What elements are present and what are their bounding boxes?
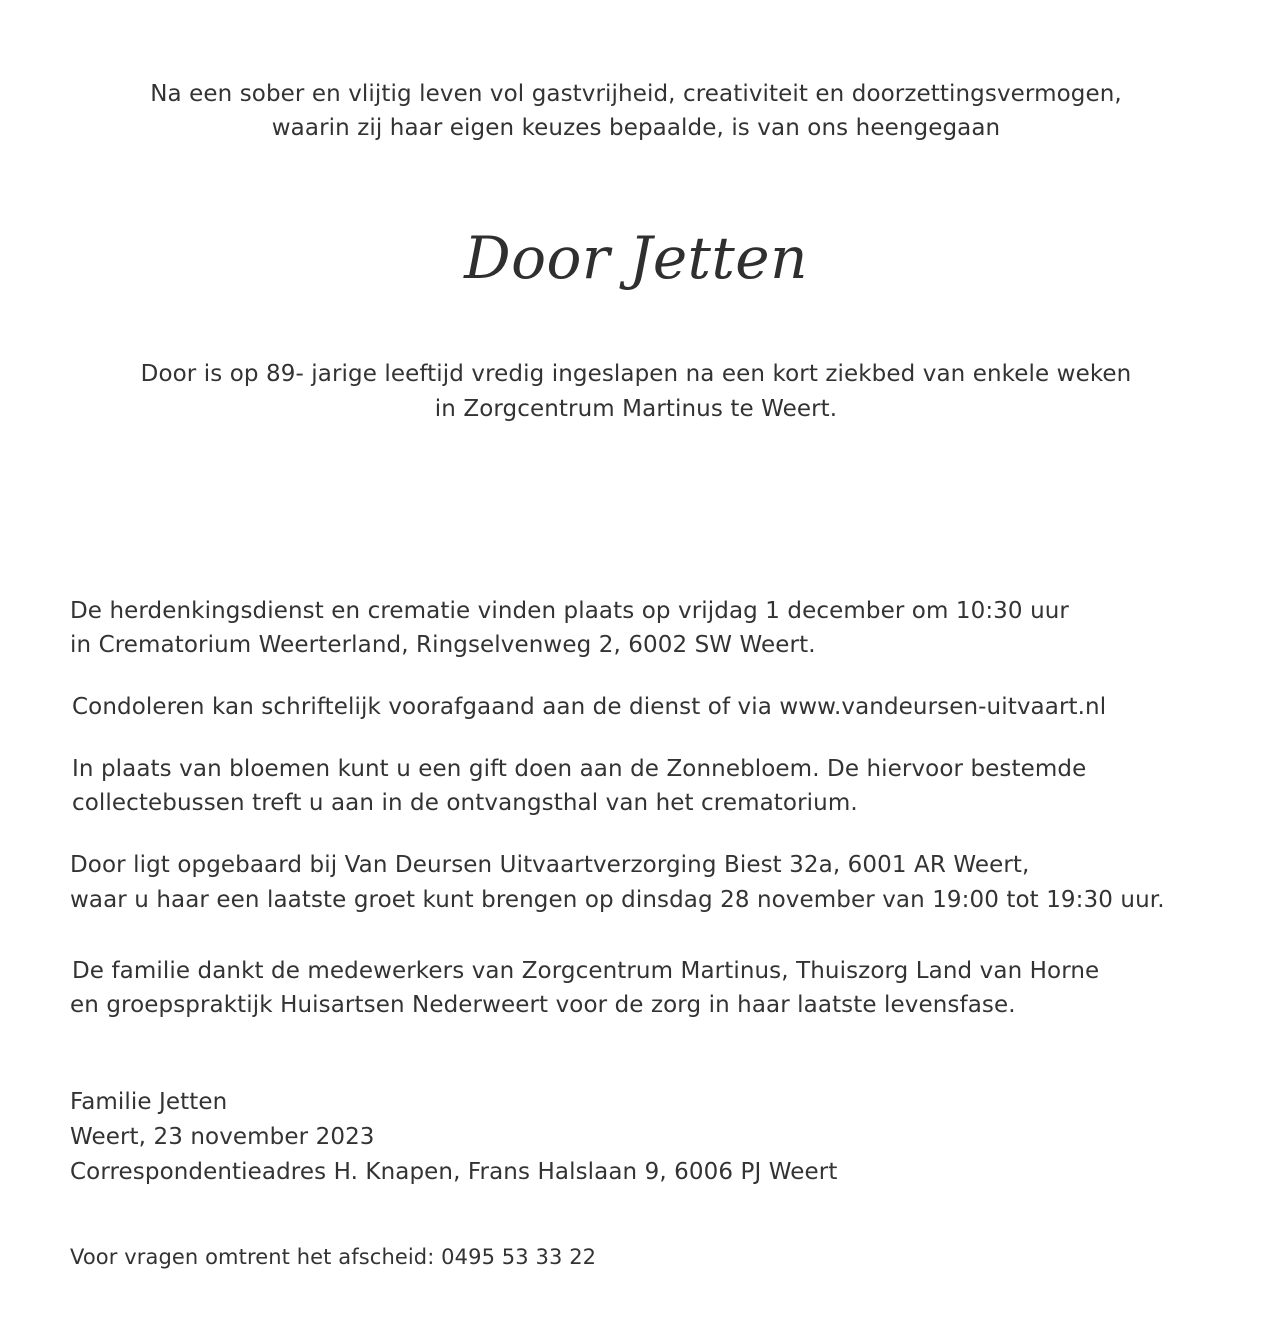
thanks-line-2: en groepspraktijk Huisartsen Nederweert voor de zorg in haar laatste levensfase.	[70, 992, 1016, 1018]
viewing-line-1: Door ligt opgebaard bij Van Deursen Uitvaartverzorging Biest 32a, 6001 AR Weert,	[70, 852, 1030, 878]
contact-phone: Voor vragen omtrent het afscheid: 0495 53 33 22	[70, 1245, 597, 1269]
correspondence-address: Correspondentieadres H. Knapen, Frans Halslaan 9, 6006 PJ Weert	[70, 1159, 838, 1185]
intro-line-1: Na een sober en vlijtig leven vol gastvrijheid, creativiteit en doorzettingsvermogen,	[150, 81, 1122, 107]
passing-line-1: Door is op 89- jarige leeftijd vredig ingeslapen na een kort ziekbed van enkele weken	[140, 361, 1132, 387]
intro-line-2: waarin zij haar eigen keuzes bepaalde, is van ons heengegaan	[271, 115, 1001, 141]
service-line-2: in Crematorium Weerterland, Ringselvenweg 2, 6002 SW Weert.	[70, 632, 816, 658]
deceased-name: Door Jetten	[464, 224, 808, 292]
thanks-line-1: De familie dankt de medewerkers van Zorgcentrum Martinus, Thuiszorg Land van Horne	[72, 958, 1100, 984]
donation-line-1: In plaats van bloemen kunt u een gift doen aan de Zonnebloem. De hiervoor bestemde	[72, 756, 1087, 782]
signature-place-date: Weert, 23 november 2023	[70, 1124, 375, 1150]
viewing-line-2: waar u haar een laatste groet kunt brengen op dinsdag 28 november van 19:00 tot 19:30 uur.	[70, 887, 1165, 913]
service-line-1: De herdenkingsdienst en crematie vinden plaats op vrijdag 1 december om 10:30 uur	[70, 598, 1069, 624]
donation-line-2: collectebussen treft u aan in de ontvangsthal van het crematorium.	[72, 790, 858, 816]
condolence-text: Condoleren kan schriftelijk voorafgaand aan de dienst of via www.vandeursen-uitvaart.nl	[72, 694, 1107, 720]
signature-family: Familie Jetten	[70, 1089, 228, 1115]
passing-line-2: in Zorgcentrum Martinus te Weert.	[434, 396, 838, 422]
